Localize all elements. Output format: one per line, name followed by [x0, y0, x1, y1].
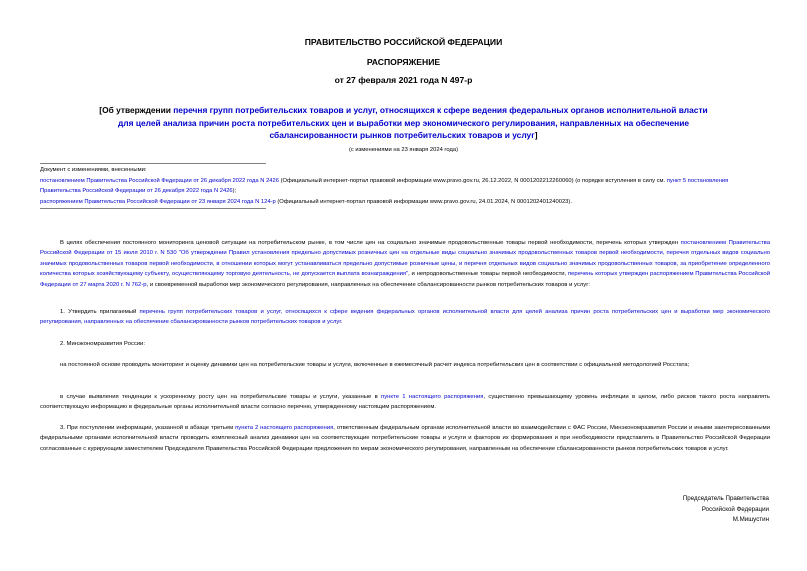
- amendments-block: [40, 165, 770, 207]
- clause-3: [40, 423, 770, 454]
- preamble-text-c: , и своевременной выработки мер экономического регулирования, направленных на обеспечение сбалансированности рынков потребительских товаров и услуг:: [146, 281, 590, 288]
- amendment-item-1: [40, 176, 770, 197]
- clause-2-item-2-link[interactable]: пункте 1 настоящего распоряжения: [381, 394, 484, 400]
- clause-2-item-1: на постоянной основе проводить мониторинг и оценку динамики цен на потребительские товары и услуги, включенные в ежемесячный расчет индекса потребительских цен в соответствии с официальной методологией Росстата;: [60, 362, 690, 368]
- document-title: [95, 104, 712, 142]
- title-link[interactable]: перечня групп потребительских товаров и услуг, относящихся к сфере ведения федеральных органов исполнительной власти для целей анализа причин роста потребительских цен и выработки мер экономического регулирования, направленных на обеспечение сбалансированности рынков потребительских товаров и услуг: [117, 105, 708, 140]
- signature-line-2: Российской Федерации: [701, 505, 769, 513]
- clause-3-text-a: 3. При поступлении информации, указанной в абзаце третьем: [60, 425, 236, 431]
- clause-1-text-a: 1. Утвердить прилагаемый: [60, 309, 140, 315]
- clause-1-link[interactable]: перечень групп потребительских товаров и услуг, относящихся к сфере ведения федеральных органов исполнительной власти для целей анализа причин роста потребительских цен и выработки мер экономического регулирования, направленных на обеспечение сбалансированности рынков потребительских товаров и услуг: [40, 309, 770, 326]
- preamble-text-a: В целях обеспечения постоянного мониторинга ценовой ситуации на потребительском рынке, в том числе цен на социально значимые продовольственные товары первой необходимости, перечень которых утвержден: [60, 240, 681, 246]
- clause-2: 2. Минэкономразвития России:: [60, 341, 145, 347]
- amendments-intro: Документ с изменениями, внесенными:: [40, 167, 147, 173]
- signature-block: [683, 494, 769, 526]
- clause-1: [40, 307, 770, 328]
- bottom-divider: [40, 208, 266, 209]
- clause-2-item-2-text-a: в случае выявления тенденции к ускоренному росту цен на потребительские товары и услуги, указанные в: [60, 394, 382, 400]
- amendment-link-1b[interactable]: пункт 5 постановления Правительства Российской Федерации от 26 декабря 2022 года N 2426: [40, 177, 729, 194]
- clause-2-item-2: [40, 392, 770, 413]
- clause-2-item-2-text-b: , существенно превышающему уровень инфляции в целом, либо рисков такого роста направлять соответствующую информацию в федеральные органы исполнительной власти согласно перечню, утвержденному настоящим распоряжением.: [40, 394, 770, 411]
- title-prefix: [Об утверждении: [99, 105, 174, 115]
- top-divider: [40, 163, 266, 164]
- amendment-link-1[interactable]: постановлением Правительства Российской Федерации от 26 декабря 2022 года N 2426: [40, 177, 279, 184]
- clause-1-text-b: .: [340, 319, 343, 326]
- preamble-link-2[interactable]: перечень которых утвержден распоряжением Правительства Российской Федерации от 27 марта 2020 г. N 762-р: [40, 271, 770, 288]
- government-heading: ПРАВИТЕЛЬСТВО РОССИЙСКОЙ ФЕДЕРАЦИИ: [304, 37, 503, 47]
- clause-3-text-b: , ответственным федеральным органам исполнительной власти во взаимодействии с ФАС России, Минэкономразвития России и иными заинтересованными федеральными органами исполнительной власти проводить комплексный анализ динамики цен на соответствующие потребительские товары и услуги и факторов их формирования и при необходимости представлять в Правительство Российской Федерации согласованные с курирующим заместителем Председателя Правительства Российской Федерации предложения по мерам экономического регулирования, направленным на обеспечение сбалансированности рынков потребительских товаров и услуг.: [40, 425, 770, 452]
- document-date-number: от 27 февраля 2021 года N 497-р: [334, 75, 473, 85]
- amendment-item-2: [40, 197, 770, 208]
- amendment-text-1: (Официальный интернет-портал правовой информации www.pravo.gov.ru, 26.12.2022, N 0001202212260060) (о порядке вступления в силу см.: [278, 177, 667, 184]
- signature-line-1: Председатель Правительства: [682, 495, 769, 502]
- amendment-link-2[interactable]: распоряжением Правительства Российской Федерации от 23 января 2024 года N 124-р: [40, 198, 276, 205]
- preamble-text-b: , и непродовольственные товары первой необходимости,: [408, 271, 568, 278]
- document-type-heading: РАСПОРЯЖЕНИЕ: [366, 57, 441, 67]
- signature-name: М.Мишустин: [732, 516, 769, 524]
- changes-note: (с изменениями на 23 января 2024 года): [348, 147, 459, 153]
- preamble-link-1[interactable]: постановлением Правительства Российской Федерации от 15 июля 2010 г. N 530 "Об утверждении Правил установления предельно допустимых розничных цен на отдельные виды социально значимых продовольственных товаров первой необходимости, перечня отдельных видов социально значимых продовольственных товаров первой необходимости, в отношении которых могут устанавливаться предельно допустимые розничные цены, и перечня отдельных видов социально значимых продовольственных товаров, за приобретение определенного количества которых хозяйствующему субъекту, осуществляющему торговую деятельность, не допускается выплата вознаграждения": [40, 240, 771, 278]
- amendment-text-2: (Официальный интернет-портал правовой информации www.pravo.gov.ru, 24.01.2024, N 0001202401240023).: [275, 198, 572, 205]
- preamble-paragraph: [40, 238, 770, 290]
- title-suffix: ]: [534, 130, 538, 140]
- amendment-end-1: );: [232, 188, 237, 194]
- clause-3-link[interactable]: пункта 2 настоящего распоряжения: [235, 425, 334, 431]
